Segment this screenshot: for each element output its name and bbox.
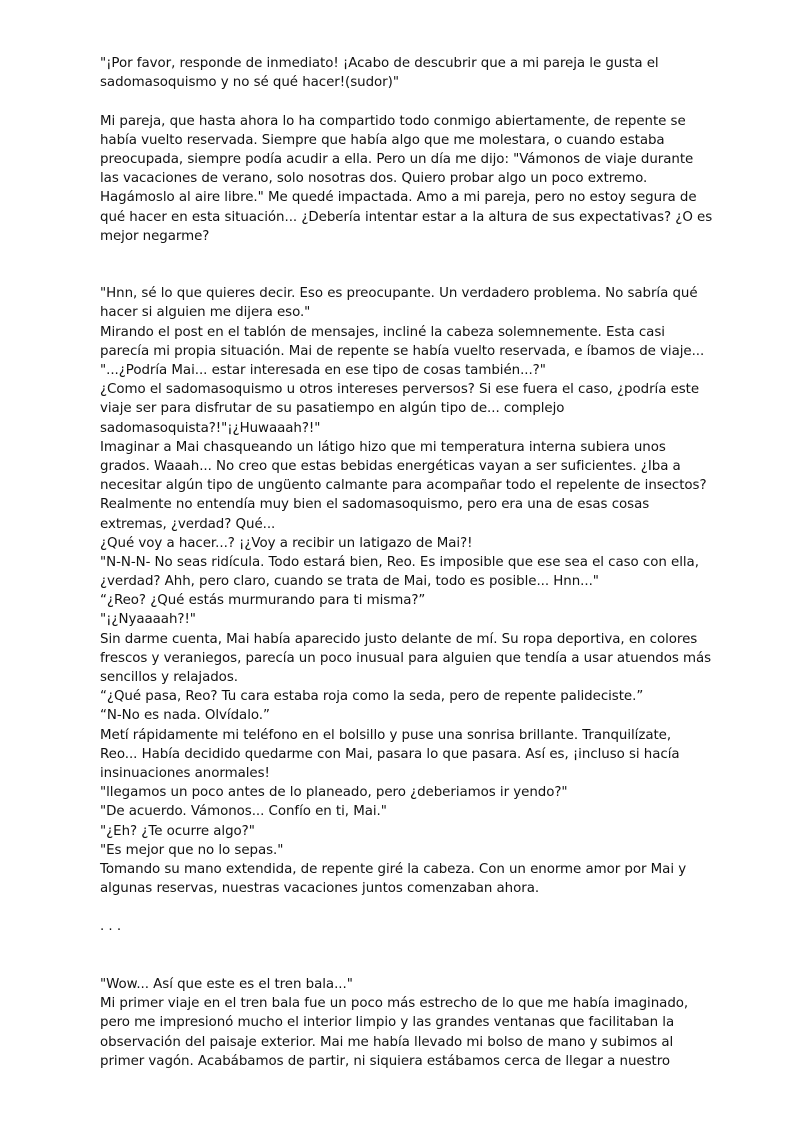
- text-line: Sin darme cuenta, Mai había aparecido justo delante de mí. Su ropa deportiva, en colores: [100, 631, 698, 647]
- text-line: “N-No es nada. Olvídalo.”: [100, 708, 270, 724]
- text-line: había vuelto reservada. Siempre que había algo que me molestara, o cuando estaba: [100, 132, 665, 148]
- text-line: algunas reservas, nuestras vacaciones juntos comenzaban ahora.: [100, 881, 540, 897]
- text-line: “¿Reo? ¿Qué estás murmurando para ti misma?”: [100, 593, 426, 609]
- text-line: primer vagón. Acabábamos de partir, ni siquiera estábamos cerca de llegar a nuestro: [100, 1053, 671, 1069]
- text-line: Realmente no entendía muy bien el sadomasoquismo, pero era una de esas cosas: [100, 497, 650, 513]
- text-line: Mi pareja, que hasta ahora lo ha compartido todo conmigo abiertamente, de repente se: [100, 113, 686, 129]
- text-line: extremas, ¿verdad? Qué...: [100, 516, 276, 532]
- blank-line: [100, 898, 712, 917]
- text-line: viaje ser para disfrutar de su pasatiempo en algún tipo de... complejo: [100, 401, 565, 417]
- blank-line: [100, 92, 712, 111]
- text-line: Imaginar a Mai chasqueando un látigo hizo que mi temperatura interna subiera unos: [100, 439, 666, 455]
- text-line: ¿verdad? Ahh, pero claro, cuando se trata de Mai, todo es posible... Hnn...": [100, 574, 599, 590]
- text-line: "¡Por favor, responde de inmediato! ¡Acabo de descubrir que a mi pareja le gusta el: [100, 56, 659, 71]
- text-line: "llegamos un poco antes de lo planeado, pero ¿deberiamos ir yendo?": [100, 785, 568, 801]
- body-text: [100, 54, 712, 1071]
- text-line: sadomasoquista?!"¡¿Huwaaah?!": [100, 420, 321, 436]
- text-line: ¿Qué voy a hacer...? ¡¿Voy a recibir un latigazo de Mai?!: [100, 535, 473, 551]
- text-line: Reo... Había decidido quedarme con Mai, pasara lo que pasara. Así es, ¡incluso si hacía: [100, 746, 680, 762]
- text-line: Metí rápidamente mi teléfono en el bolsillo y puse una sonrisa brillante. Tranquilízate,: [100, 727, 672, 743]
- blank-line: [100, 246, 712, 265]
- text-line: "De acuerdo. Vámonos... Confío en ti, Mai.": [100, 804, 387, 820]
- text-line: “¿Qué pasa, Reo? Tu cara estaba roja como la seda, pero de repente palideciste.”: [100, 689, 644, 705]
- text-line: "Es mejor que no lo sepas.": [100, 842, 284, 858]
- text-line: "Hnn, sé lo que quieres decir. Eso es preocupante. Un verdadero problema. No sabría qué: [100, 286, 698, 302]
- text-line: qué hacer en esta situación... ¿Debería intentar estar a la altura de sus expectativas? ¿O es: [100, 209, 713, 225]
- text-line: las vacaciones de verano, solo nosotras dos. Quiero probar algo un poco extremo.: [100, 171, 648, 187]
- text-line: Mi primer viaje en el tren bala fue un poco más estrecho de lo que me había imaginado,: [100, 996, 689, 1012]
- blank-line: [100, 937, 712, 956]
- text-line: "¿Eh? ¿Te ocurre algo?": [100, 823, 255, 839]
- text-line: pero me impresionó mucho el interior limpio y las grandes ventanas que facilitaban la: [100, 1015, 675, 1031]
- text-line: parecía mi propia situación. Mai de repente se había vuelto reservada, e íbamos de viaje...: [100, 343, 705, 359]
- text-line: hacer si alguien me dijera eso.": [100, 305, 311, 321]
- text-line: Tomando su mano extendida, de repente giré la cabeza. Con un enorme amor por Mai y: [100, 861, 687, 877]
- text-line: Hagámoslo al aire libre." Me quedé impactada. Amo a mi pareja, pero no estoy segura de: [100, 190, 697, 206]
- text-line: "¡¿Nyaaaah?!": [100, 612, 196, 628]
- blank-line: [100, 265, 712, 284]
- text-line: grados. Waaah... No creo que estas bebidas energéticas vayan a ser suficientes. ¿Iba a: [100, 458, 681, 474]
- text-line: "...¿Podría Mai... estar interesada en ese tipo de cosas también...?": [100, 363, 546, 378]
- text-line: sencillos y relajados.: [100, 670, 238, 685]
- text-line: mejor negarme?: [100, 228, 210, 244]
- text-line: observación del paisaje exterior. Mai me había llevado mi bolso de mano y subimos al: [100, 1034, 674, 1050]
- text-line: "N-N-N- No seas ridícula. Todo estará bien, Reo. Es imposible que ese sea el caso con ella,: [100, 554, 699, 570]
- text-line: preocupada, siempre podía acudir a ella. Pero un día me dijo: "Vámonos de viaje durante: [100, 151, 694, 167]
- text-line: sadomasoquismo y no sé qué hacer!(sudor)": [100, 75, 399, 91]
- text-line: insinuaciones anormales!: [100, 765, 270, 781]
- text-line: necesitar algún tipo de ungüento calmante para acompañar todo el repelente de insectos?: [100, 478, 707, 494]
- text-line: "Wow... Así que este es el tren bala...": [100, 977, 353, 992]
- scene-break: . . .: [100, 919, 122, 935]
- text-line: Mirando el post en el tablón de mensajes, incliné la cabeza solemnemente. Esta casi: [100, 324, 665, 340]
- blank-line: [100, 956, 712, 975]
- text-line: ¿Como el sadomasoquismo u otros intereses perversos? Si ese fuera el caso, ¿podría este: [100, 382, 700, 398]
- text-line: frescos y veraniegos, parecía un poco inusual para alguien que tendía a usar atuendos más: [100, 650, 712, 666]
